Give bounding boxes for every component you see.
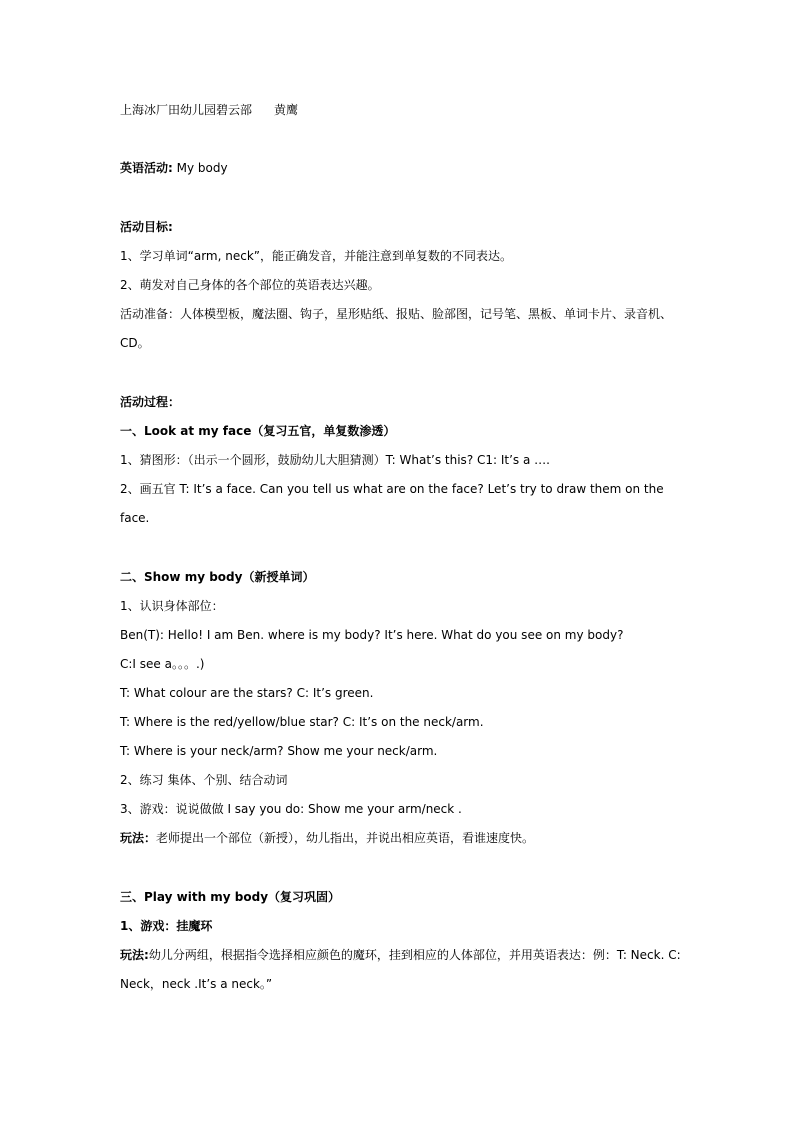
goal-item: 2、萌发对自己身体的各个部位的英语表达兴趣。	[120, 278, 380, 292]
activity-label: 英语活动:	[120, 161, 173, 175]
activity-name: My body	[172, 161, 228, 175]
section2-line: 2、练习 集体、个别、结合动词	[120, 773, 288, 787]
rule-text: 幼儿分两组，根据指令选择相应颜色的魔环，挂到相应的人体部位，并用英语表达：例：T: Neck. C:	[148, 948, 681, 962]
process-heading: 活动过程：	[120, 395, 181, 409]
school-name: 上海冰厂田幼儿园碧云部	[120, 103, 253, 117]
section2-line: T: What colour are the stars? C: It’s green.	[120, 686, 374, 700]
goals-heading: 活动目标:	[120, 220, 173, 234]
section2-line: T: Where is your neck/arm? Show me your neck/arm.	[120, 744, 438, 758]
section3-rule	[120, 947, 681, 963]
prep-line: CD。	[120, 336, 150, 350]
section2-line: T: Where is the red/yellow/blue star? C: It’s on the neck/arm.	[120, 715, 484, 729]
section1-title: 一、Look at my face（复习五官，单复数渗透）	[120, 424, 396, 438]
rule-text: 老师提出一个部位（新授），幼儿指出，并说出相应英语，看谁速度快。	[156, 831, 535, 845]
section1-line: 2、画五官 T: It’s a face. Can you tell us what are on the face? Let’s try to draw them on the	[120, 482, 664, 496]
section2-rule	[120, 830, 534, 846]
section2-title: 二、Show my body（新授单词）	[120, 570, 315, 584]
section3-rule-line: Neck，neck .It’s a neck。”	[120, 977, 273, 991]
rule-label: 玩法：	[120, 831, 157, 845]
section3-game: 1、游戏：挂魔环	[120, 919, 213, 933]
rule-label: 玩法:	[120, 948, 149, 962]
activity-title	[120, 160, 228, 176]
section2-line: 3、游戏：说说做做 I say you do: Show me your arm/neck .	[120, 802, 462, 816]
goal-item: 1、学习单词“arm, neck”，能正确发音，并能注意到单复数的不同表达。	[120, 249, 513, 263]
author-name: 黄鹰	[274, 103, 299, 117]
prep-line: 活动准备：人体模型板，魔法圈、钩子，星形贴纸、报贴、脸部图，记号笔、黑板、单词卡片、录音机、	[120, 307, 673, 321]
header-line	[120, 102, 298, 118]
section1-line: face.	[120, 511, 150, 525]
section2-line: 1、认识身体部位：	[120, 599, 224, 613]
section3-title: 三、Play with my body（复习巩固）	[120, 890, 341, 904]
section1-line: 1、猜图形：（出示一个圆形，鼓励幼儿大胆猜测）T: What’s this? C1: It’s a ….	[120, 453, 550, 467]
section2-line: C:I see a。。。.)	[120, 657, 205, 671]
section2-line: Ben(T): Hello! I am Ben. where is my body? It’s here. What do you see on my body?	[120, 628, 624, 642]
